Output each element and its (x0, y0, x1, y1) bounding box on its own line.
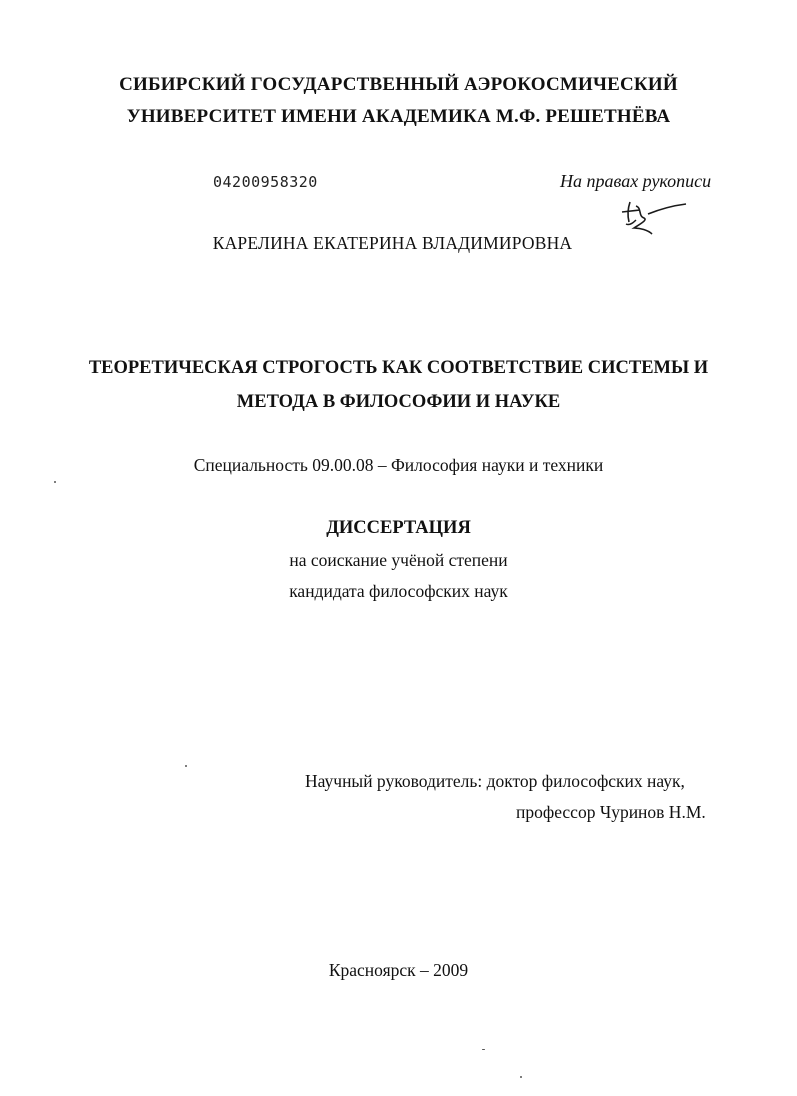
scan-speck (54, 481, 56, 483)
supervisor-line-2: профессор Чуринов Н.М. (516, 802, 706, 822)
degree-line-2: кандидата философских наук (289, 581, 508, 601)
scan-speck (185, 765, 187, 767)
university-name-line-1: СИБИРСКИЙ ГОСУДАРСТВЕННЫЙ АЭРОКОСМИЧЕСКИЙ (119, 74, 678, 95)
work-type-heading: ДИССЕРТАЦИЯ (326, 518, 471, 538)
specialty: Специальность 09.00.08 – Философия науки и техники (193, 455, 604, 475)
supervisor-line-1: Научный руководитель: доктор философских наук, (305, 771, 685, 791)
scan-speck (482, 1049, 485, 1050)
author-name: КАРЕЛИНА ЕКАТЕРИНА ВЛАДИМИРОВНА (212, 233, 573, 253)
dissertation-title-line-2: МЕТОДА В ФИЛОСОФИИ И НАУКЕ (236, 392, 561, 412)
degree-line-1: на соискание учёной степени (289, 550, 508, 570)
document-id-stamp: 04200958320 (213, 173, 318, 191)
scan-speck (520, 1076, 522, 1078)
dissertation-title-line-1: ТЕОРЕТИЧЕСКАЯ СТРОГОСТЬ КАК СООТВЕТСТВИЕ СИСТЕМЫ И (88, 358, 709, 378)
place-and-year: Красноярск – 2009 (328, 960, 469, 980)
rights-note: На правах рукописи (560, 171, 712, 191)
university-name-line-2: УНИВЕРСИТЕТ ИМЕНИ АКАДЕМИКА М.Ф. РЕШЕТНЁВА (126, 106, 671, 127)
